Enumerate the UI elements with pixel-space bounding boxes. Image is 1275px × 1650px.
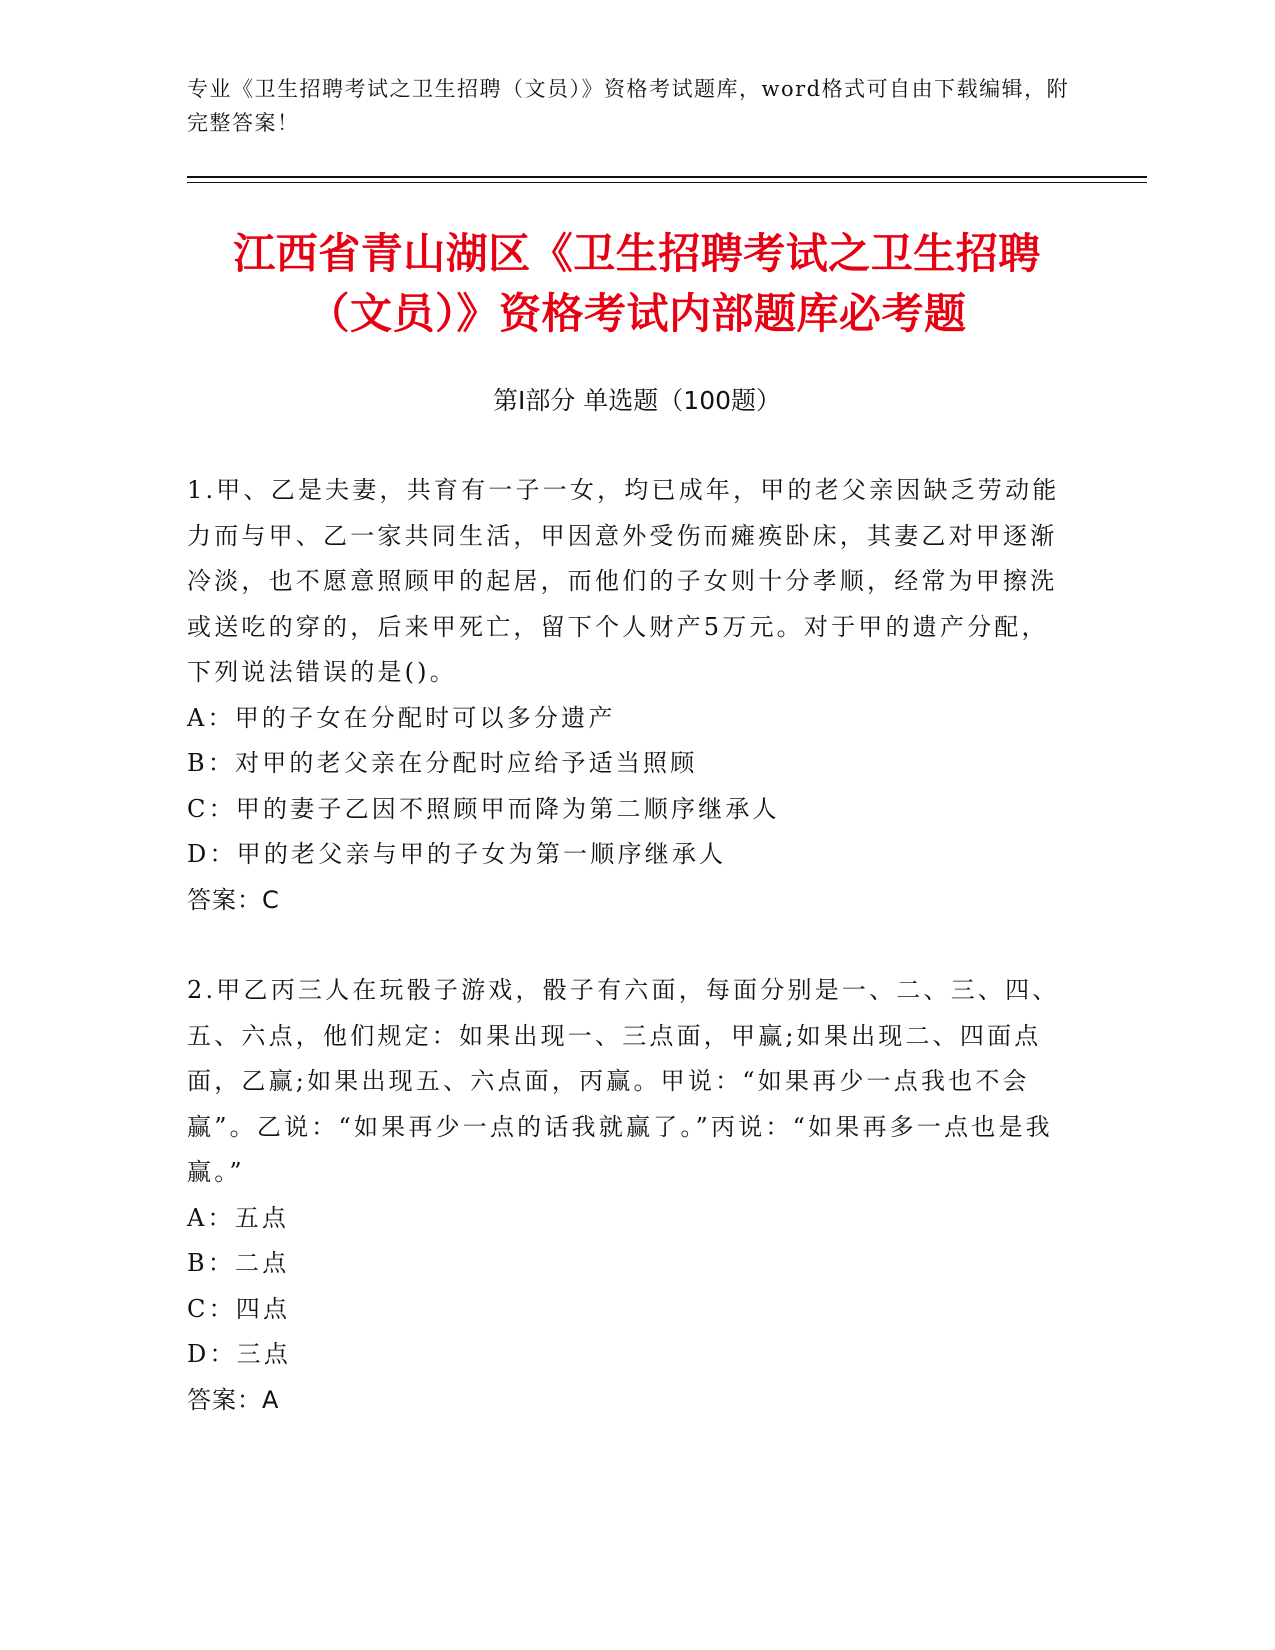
question-2-answer: 答案：A [187,1385,280,1414]
document-title-line-2: （文员）》资格考试内部题库必考题 [307,289,967,338]
question-2 [187,968,1067,1423]
header-divider-thick [187,176,1147,178]
document-title [187,224,1087,344]
question-1-option-d: D：甲的老父亲与甲的子女为第一顺序继承人 [187,840,727,868]
question-1-option-a: A：甲的子女在分配时可以多分遗产 [187,703,616,732]
question-2-option-d: D：三点 [187,1340,292,1368]
question-1-option-b: B：对甲的老父亲在分配时应给予适当照顾 [187,749,698,777]
header-divider-thin [187,182,1147,183]
question-1-stem: 1.甲、乙是夫妻，共育有一子一女，均已成年，甲的老父亲因缺乏劳动能力而与甲、乙一家共同生活，甲因意外受伤而瘫痪卧床，其妻乙对甲逐渐冷淡，也不愿意照顾甲的起居，而他们的子女则十分孝顺，经常为甲擦洗或送吃的穿的，后来甲死亡，留下个人财产5万元。对于甲的遗产分配，下列说法错误的是()。 [187,476,1060,686]
question-1-option-c: C：甲的妻子乙因不照顾甲而降为第二顺序继承人 [187,794,780,823]
question-2-option-c: C：四点 [187,1294,291,1323]
question-2-stem: 2.甲乙丙三人在玩骰子游戏，骰子有六面，每面分别是一、二、三、四、五、六点，他们规定：如果出现一、三点面，甲赢;如果出现二、四面点面，乙赢;如果出现五、六点面，丙赢。甲说：“如果再少一点我也不会赢”。乙说：“如果再少一点的话我就赢了。”丙说：“如果再多一点也是我赢。” [187,976,1060,1186]
document-title-line-1: 江西省青山湖区《卫生招聘考试之卫生招聘 [233,229,1041,278]
question-1-answer: 答案：C [187,885,280,914]
question-2-option-b: B：二点 [187,1249,290,1277]
header-note: 专业《卫生招聘考试之卫生招聘（文员）》资格考试题库，word格式可自由下载编辑，附完整答案！ [187,77,1070,135]
section-title: 第Ⅰ部分 单选题（100题） [492,386,782,415]
question-2-option-a: A：五点 [187,1203,290,1232]
question-1 [187,468,1067,923]
